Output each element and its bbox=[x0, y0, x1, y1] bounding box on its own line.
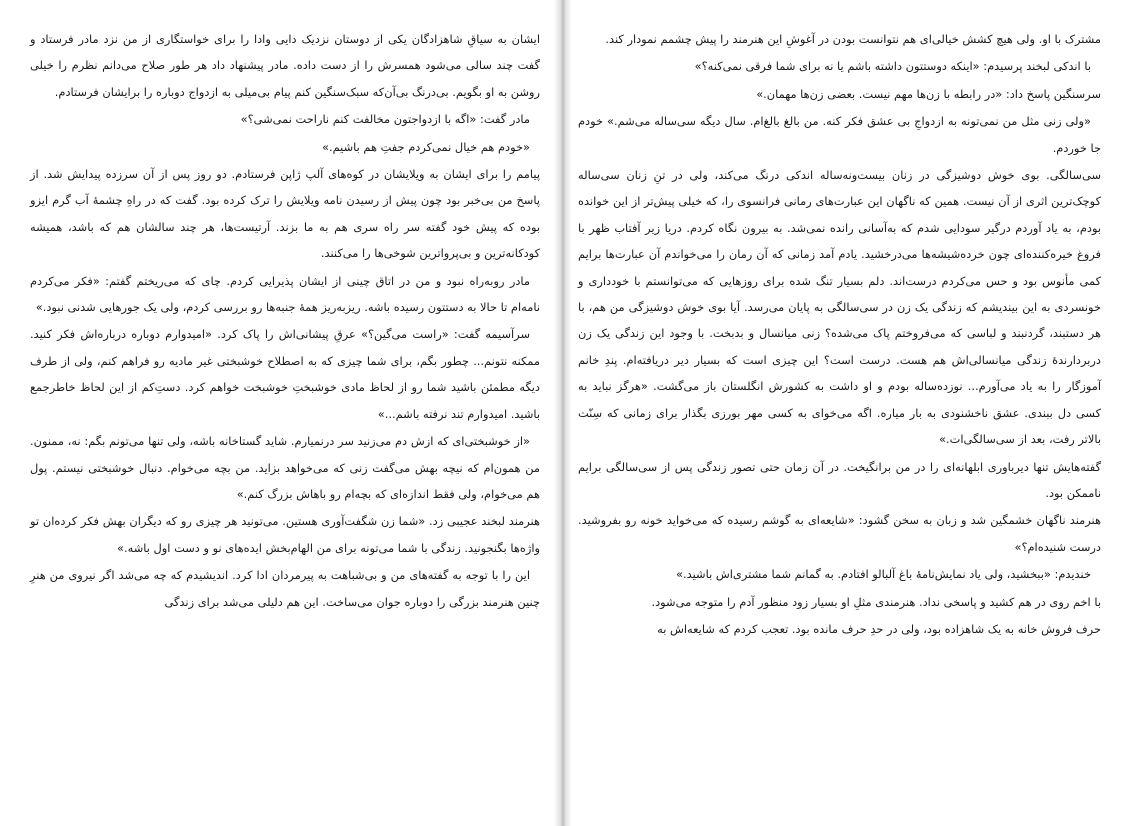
paragraph: مادر گفت: «اگه با ازدواجتون مخالفت کنم ناراحت نمی‌شی؟» bbox=[240, 112, 530, 127]
paragraph: این را با توجه به گفته‌های من و بی‌شباهت به پیرمردان ادا کرد. اندیشیدم که چه می‌شد اگر نیروی من هنرِ چنین هنرمند بزرگی را دوباره جوان می‌ساخت. این هم دلیلی می‌شد برای زندگی bbox=[30, 568, 540, 609]
paragraph: «از خوشبختی‌ای که ازش دم می‌زنید سر درنمیارم. شاید گستاخانه باشه، ولی تنها می‌تونم بگم: نه، ممنون. من همون‌ام که نیچه بهش می‌گفت زنی که می‌خواهد بزاید. من بچه می‌خوام. دنبال خوشبختی نیستم. پول هم می‌خوام، ولی فقط اندازه‌ای که بچه‌ام رو باهاش بزرگ کنم.» bbox=[30, 434, 540, 501]
paragraph: با اندکی لبخند پرسیدم: «اینکه دوستتون داشته باشم یا نه برای شما فرقی نمی‌کنه؟» bbox=[694, 59, 1091, 74]
paragraph: مادر روبه‌راه نبود و من در اتاق چینی از ایشان پذیرایی کردم. چای که می‌ریختم گفتم: «فکر می‌کردم نامه‌ام تا حالا به دستتون رسیده باشه. ریزبه‌ریز همهٔ جنبه‌ها رو بررسی کردم، ولی یک جورهایی شدنی نبود.» bbox=[30, 273, 540, 315]
paragraph: ایشان به سیاقِ شاهزادگان یکی از دوستان نزدیک دایی وادا را برای خواستگاری از من نزد مادر فرستاد و گفت چند سالی می‌شود همسرش را از دست داده. مادر پیشنهاد داد هر طور صلاح می‌دانم نظرم را خیلی روشن به او بگویم. بی‌درنگ بی‌آن‌که سبک‌سنگین کنم پیام بی‌میلی به ازدواج دوباره را برایشان فرستادم. bbox=[30, 32, 540, 99]
left-page bbox=[0, 0, 554, 826]
paragraph: پیامم را برای ایشان به ویلایشان در کوه‌های آلپ ژاپن فرستادم. دو روز پس از آن سرزده پیدایش شد. از پاسخ من بی‌خبر بود چون پیش از رسیدن نامه ویلایش را ترک کرده بود. گفت که در راهِ چشمهٔ آب گرم ایزو بوده که پیش خود گفته سر راه سری هم به ما بزند. آرتیست‌ها، هر چند سالشان هم که باشد، همیشه کودکانه‌ترین و بی‌پرواترین شوخی‌ها را می‌کنند. bbox=[30, 167, 540, 261]
paragraph: «خودم هم خیال نمی‌کردم جفتِ هم باشیم.» bbox=[321, 139, 530, 154]
paragraph: مشترک با او. ولی هیچ کشش خیالی‌ای هم نتوانست بودن در آغوشِ این هنرمند را پیش چشمم نمودار کند. bbox=[605, 32, 1101, 46]
book-gutter bbox=[554, 0, 572, 826]
paragraph: سرسنگین پاسخ داد: «در رابطه با زن‌ها مهم نیست. بعضی زن‌ها مهمان.» bbox=[756, 86, 1101, 101]
paragraph: حرف فروش خانه به یک شاهزاده بود، ولی در حدِ حرف مانده بود. تعجب کردم که شایعه‌اش به bbox=[657, 621, 1101, 636]
paragraph: هنرمند لبخند عجیبی زد. «شما زن شگفت‌آوری هستین. می‌تونید هر چیزی رو که دیگران بهش فکر کرده‌ان تو واژه‌ها بگنجونید. زندگی با شما می‌تونه برای من الهام‌بخش ایده‌های نو و دست اول باشه.» bbox=[30, 514, 540, 555]
paragraph: هنرمند ناگهان خشمگین شد و زبان به سخن گشود: «شایعه‌ای به گوشم رسیده که می‌خواید خونه رو بفروشید. درست شنیده‌ام؟» bbox=[578, 513, 1101, 554]
paragraph: خندیدم: «ببخشید، ولی یاد نمایش‌نامهٔ باغ آلبالو افتادم. به گمانم شما مشتری‌اش باشید.» bbox=[676, 567, 1091, 582]
paragraph: با اخم روی در هم کشید و پاسخی نداد. هنرمندی مثلِ او بسیار زود منظور آدم را متوجه می‌شود. bbox=[651, 594, 1101, 609]
paragraph: گفته‌هایش تنها دیرباوری ابلهانه‌ای را در من برانگیخت. در آن زمان حتی تصور زندگی پس از سی‌سالگی برایم ناممکن بود. bbox=[578, 459, 1101, 500]
paragraph: سرآسیمه گفت: «راست می‌گین؟» عرقِ پیشانی‌اش را پاک کرد. «امیدوارم دوباره درباره‌اش فکر کنید. ممکنه نتونم... چطور بگم، برای شما چیزی که به اصطلاح خوشبختی غیر مادیه رو فراهم کنم، ولی از طرف دیگه مطمئن باشید شما رو از لحاظ مادی خوشبختِ خوشبخت خواهم کرد. دستِ‌کم از این لحاظ خاطرجمع باشید. امیدوارم تند نرفته باشم...» bbox=[30, 327, 540, 421]
paragraph: سی‌سالگی. بوی خوش دوشیزگی در زنان بیست‌ونه‌ساله اندکی درنگ می‌کند، ولی در تنِ زنان سی‌ساله کوچک‌ترین اثری از آن نیست. همین که ناگهان این عبارت‌های رمانی فرانسوی را، که خیلی پیش‌تر از این خوانده بودم، به یاد آوردم درگیر سودایی شدم که به‌آسانی رانده نمی‌شد. به بیرون نگاه کردم. دریا زیر آفتاب ظهر با فروغ خیره‌کننده‌ای چون خرده‌شیشه‌ها می‌درخشید. یادم آمد زمانی که آن رمان را می‌خواندم آن عبارت‌ها برایم کمی مأنوس بود و حس می‌کردم درست‌اند. دلم بسیار تنگ شده برای روزهایی که می‌توانستم با خودداری و خونسردی به این بیندیشم که زندگی یک زن در سی‌سالگی به پایان می‌رسد. آیا بوی خوش دوشیزگی من هم، با هر دستبند، گردنبند و لباسی که می‌فروختم پاک می‌شده؟ زنی میانسال و بدبخت. با وجود این زندگی یک زن دربردارندهٔ زندگی میانسالی‌اش هم هست. درست است؟ این چیزی است که بسیار دیر دریافته‌ام. پندِ خانم آموزگار را به یاد می‌آورم... نوزده‌ساله بودم و او داشت به کشورش انگلستان باز می‌گشت. «هرگز نباید به کسی دل ببندی. عشق ناخشنودی به بار میاره. اگه می‌خوای به کسی مهر بورزی بگذار برای زمانی که سِنّت بالاتر رفت، بعد از سی‌سالگی‌ات.» bbox=[578, 168, 1101, 447]
right-page bbox=[554, 0, 1123, 826]
paragraph: «ولی زنی مثل من نمی‌تونه به ازدواجِ بی عشق فکر کنه. من بالغ بالغ‌ام. سال دیگه سی‌ساله می‌شم.» خودم جا خوردم. bbox=[578, 114, 1101, 155]
